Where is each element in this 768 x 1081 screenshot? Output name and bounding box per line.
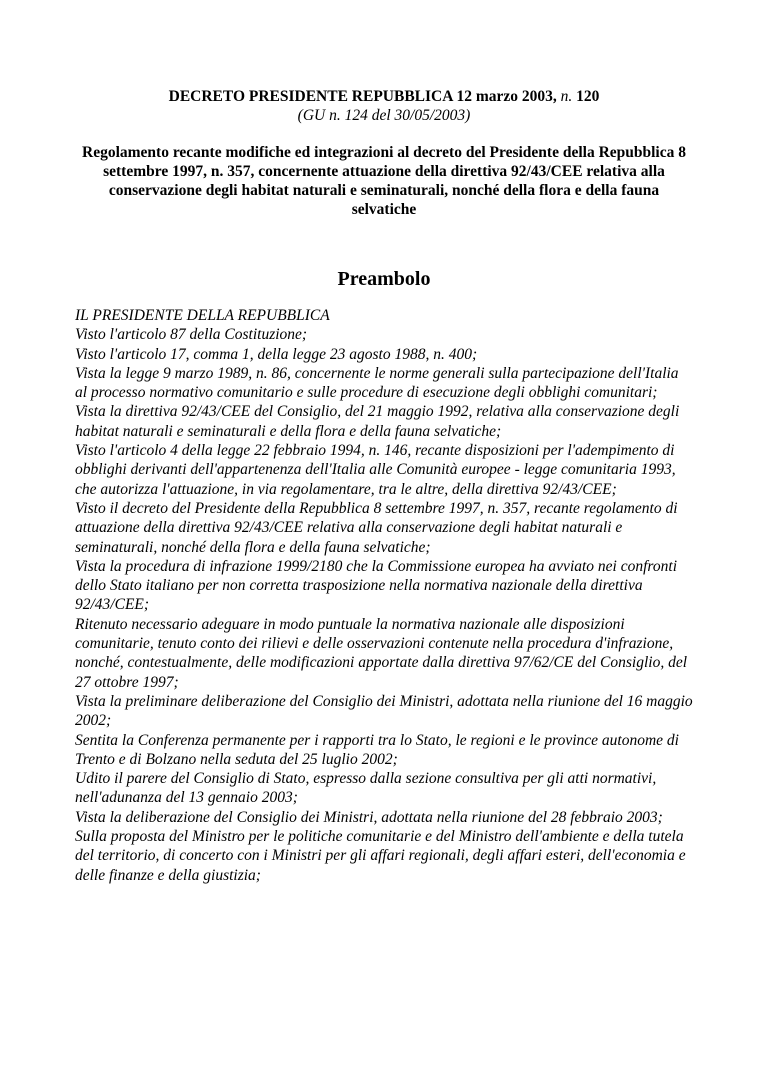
- preamble-paragraph: Sulla proposta del Ministro per le politiche comunitarie e del Ministro dell'ambiente e della tutela del territorio, di concerto con i Ministri per gli affari regionali, degli affari esteri, dell'economia e delle finanze e della giustizia;: [75, 828, 686, 884]
- decree-title-n: n.: [560, 88, 573, 105]
- preamble-paragraph: Vista la deliberazione del Consiglio dei Ministri, adottata nella riunione del 28 febbraio 2003;: [75, 808, 663, 826]
- preamble-paragraph: Vista la direttiva 92/43/CEE del Consiglio, del 21 maggio 1992, relativa alla conservazione degli habitat naturali e seminaturali e della flora e della fauna selvatiche;: [75, 403, 680, 440]
- preamble-paragraph: Udito il parere del Consiglio di Stato, espresso dalla sezione consultiva per gli atti normativi, nell'adunanza del 13 gennaio 2003;: [75, 770, 657, 807]
- preamble-paragraph: Visto il decreto del Presidente della Repubblica 8 settembre 1997, n. 357, recante regolamento di attuazione della direttiva 92/43/CEE relativa alla conservazione degli habitat naturali e seminaturali, nonché della flora e della fauna selvatiche;: [75, 499, 678, 556]
- decree-title-number: 120: [572, 88, 600, 105]
- document-page: [0, 87, 768, 1081]
- preamble-paragraph: Vista la preliminare deliberazione del Consiglio dei Ministri, adottata nella riunione del 16 maggio 2002;: [75, 692, 693, 730]
- decree-subject: Regolamento recante modifiche ed integrazioni al decreto del Presidente della Repubblica 8 settembre 1997, n. 357, concernente attuazione della direttiva 92/43/CEE relativa alla conservazione degli habitat naturali e seminaturali, nonché della flora e della fauna selvatiche: [82, 144, 686, 218]
- decree-title-main: DECRETO PRESIDENTE REPUBBLICA 12 marzo 2003,: [168, 88, 561, 105]
- preamble-paragraph: IL PRESIDENTE DELLA REPUBBLICA: [75, 307, 330, 324]
- preamble-paragraph: Visto l'articolo 17, comma 1, della legge 23 agosto 1988, n. 400;: [75, 345, 478, 363]
- preamble-paragraph: Ritenuto necessario adeguare in modo puntuale la normativa nazionale alle disposizioni comunitarie, tenuto conto dei rilievi e delle osservazioni contenute nella procedura d'infrazione, nonché, contestualmente, delle modificazioni apportate dalla direttiva 97/62/CE del Consiglio, del 27 ottobre 1997;: [75, 615, 688, 691]
- decree-title: [75, 87, 693, 106]
- preamble-body: [75, 306, 693, 885]
- section-title: Preambolo: [337, 268, 431, 290]
- preamble-paragraph: Visto l'articolo 4 della legge 22 febbraio 1994, n. 146, recante disposizioni per l'adempimento di obblighi derivanti dell'appartenenza dell'Italia alle Comunità europee - legge comunitaria 1993, che autorizza l'attuazione, in via regolamentare, tra le altre, della direttiva 92/43/CEE;: [75, 442, 676, 498]
- preamble-paragraph: Sentita la Conferenza permanente per i rapporti tra lo Stato, le regioni e le province autonome di Trento e di Bolzano nella seduta del 25 luglio 2002;: [75, 731, 679, 768]
- preamble-paragraph: Vista la legge 9 marzo 1989, n. 86, concernente le norme generali sulla partecipazione dell'Italia al processo normativo comunitario e sulle procedure di esecuzione degli obblighi comunitari;: [75, 364, 679, 402]
- gazette-reference: (GU n. 124 del 30/05/2003): [297, 107, 471, 124]
- preamble-paragraph: Visto l'articolo 87 della Costituzione;: [75, 326, 308, 344]
- preamble-paragraph: Vista la procedura di infrazione 1999/2180 che la Commissione europea ha avviato nei confronti dello Stato italiano per non corretta trasposizione nella normativa nazionale della direttiva 92/43/CEE;: [75, 557, 677, 614]
